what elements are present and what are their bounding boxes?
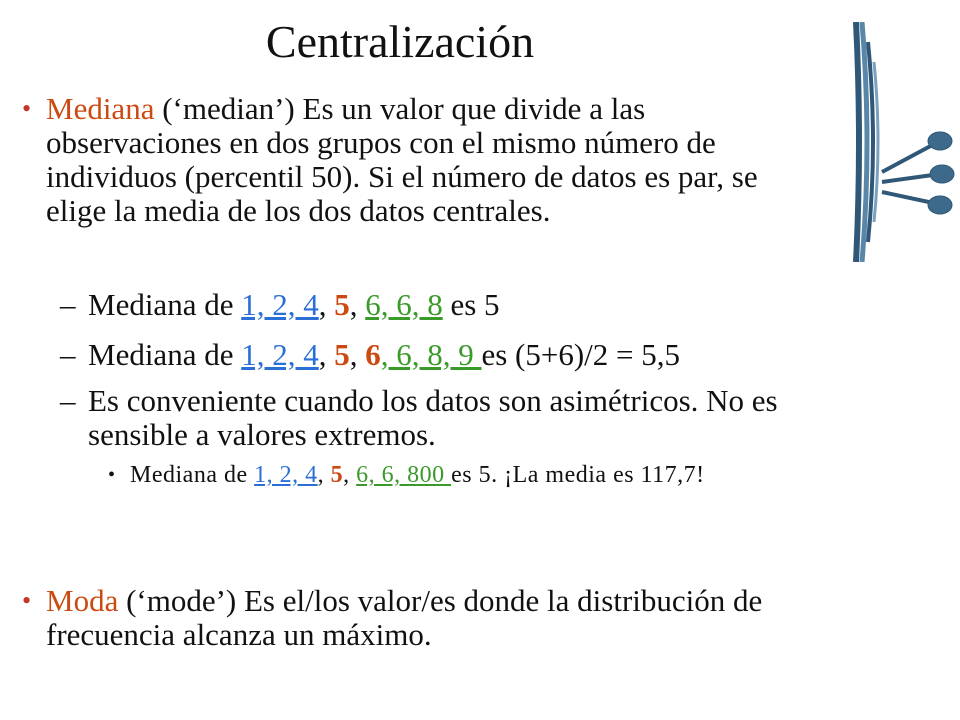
slide-title: Centralización — [265, 16, 535, 67]
example-extreme: • Mediana de 1, 2, 4, 5, 6, 6, 800 es 5. ¡La media es 117,7! — [108, 462, 705, 488]
link-low-values[interactable]: 1, 2, 4 — [241, 337, 319, 372]
mediana-definition: Mediana (‘median’) Es un valor que divide a las observaciones en dos grupos con el mismo número de individuos (percentil 50). Si el número de datos es par, se elige la media de los dos datos centrales. — [46, 91, 758, 228]
dash-marker: – — [60, 287, 76, 322]
dash-marker: – — [60, 383, 76, 418]
link-high-values[interactable]: , 6, 8, 9 — [380, 337, 482, 372]
moda-definition: Moda (‘mode’) Es el/los valor/es donde la distribución de frecuencia alcanza un máximo. — [46, 583, 763, 652]
bullet-marker: • — [22, 94, 32, 123]
example-even: – Mediana de 1, 2, 4, 5, 6, 6, 8, 9 es (5+6)/2 = 5,5 — [60, 337, 681, 372]
dash-marker: – — [60, 337, 76, 372]
link-low-values[interactable]: 1, 2, 4 — [241, 287, 319, 322]
link-low-values[interactable]: 1, 2, 4 — [254, 462, 318, 488]
bullet-moda — [22, 584, 822, 652]
dartboard-darts-icon — [852, 22, 960, 262]
term-moda: Moda — [46, 583, 119, 618]
example-convenience: – Es conveniente cuando los datos son asimétricos. No es sensible a valores extremos. — [60, 383, 778, 452]
bullet-marker: • — [22, 586, 32, 615]
bullet-mediana — [22, 92, 822, 228]
link-high-values[interactable]: 6, 6, 800 — [356, 462, 452, 488]
example-odd: – Mediana de 1, 2, 4, 5, 6, 6, 8 es 5 — [60, 287, 500, 322]
term-mediana: Mediana — [46, 91, 155, 126]
bullet-marker: • — [108, 464, 116, 486]
link-high-values[interactable]: 6, 6, 8 — [365, 287, 443, 322]
